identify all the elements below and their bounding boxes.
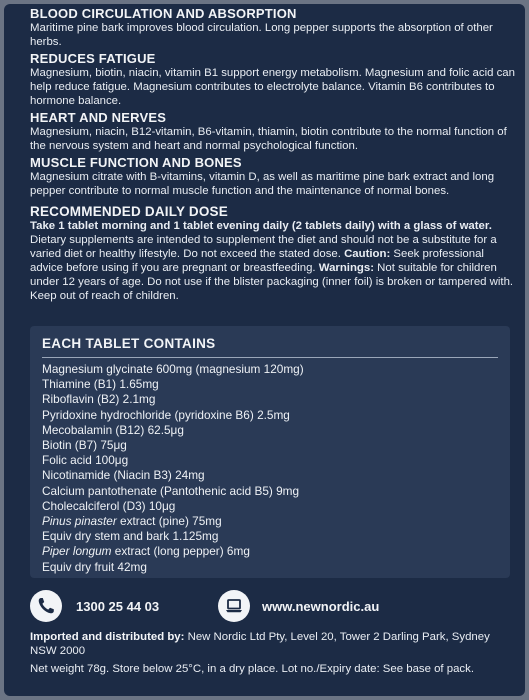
section-text: Magnesium, biotin, niacin, vitamin B1 support energy metabolism. Magnesium and folic acid can help reduce fatigue. Magnesium contributes to electrolyte balance. Vitamin B6 contributes to hormone balance. (30, 67, 515, 107)
ingredient-amount: 75μg (97, 438, 127, 453)
ingredient-amount: Equiv dry stem and bark 1.125mg (42, 529, 219, 544)
caution-label: Caution: (344, 248, 391, 260)
section-blood-circulation (30, 6, 516, 49)
dose-instruction: Take 1 tablet morning and 1 tablet evening daily (2 tablets daily) with a glass of water. (30, 220, 492, 232)
ingredient-item (42, 377, 498, 392)
panel-divider (42, 357, 498, 358)
ingredient-item (42, 408, 498, 423)
ingredient-amount: 100μg (91, 453, 129, 468)
ingredient-name: Folic acid (42, 453, 92, 468)
tablet-contents-panel (30, 326, 510, 578)
dose-heading: RECOMMENDED DAILY DOSE (30, 204, 228, 219)
ingredient-item (42, 392, 498, 407)
section-heart-nerves (30, 110, 516, 153)
section-heading: BLOOD CIRCULATION AND ABSORPTION (30, 6, 297, 21)
section-heading: HEART AND NERVES (30, 110, 167, 125)
dose-text (30, 219, 516, 303)
section-heading: REDUCES FATIGUE (30, 51, 156, 66)
phone-number[interactable]: 1300 25 44 03 (76, 599, 160, 614)
ingredient-name: extract (116, 514, 156, 529)
section-text: Magnesium, niacin, B12-vitamin, B6-vitamin, thiamin, biotin contribute to the normal function of the nervous system and heart and normal psychological function. (30, 126, 507, 152)
website-link[interactable]: www.newnordic.au (262, 599, 380, 614)
ingredient-item (42, 560, 498, 575)
net-weight-storage: Net weight 78g. Store below 25°C, in a dry place. Lot no./Expiry date: See base of pack. (30, 663, 474, 675)
ingredient-name: Biotin (B7) (42, 438, 98, 453)
ingredient-name: Nicotinamide (Niacin B3) (42, 468, 172, 483)
ingredient-list (42, 362, 498, 575)
ingredient-name: extract (111, 544, 151, 559)
importer-label: Imported and distributed by: (30, 631, 185, 643)
section-heading: MUSCLE FUNCTION AND BONES (30, 155, 242, 170)
ingredient-amount: 2.5mg (253, 407, 290, 422)
ingredient-latin-name: Piper longum (42, 544, 112, 559)
ingredient-item (42, 423, 498, 438)
ingredient-latin-name: Pinus pinaster (42, 514, 117, 529)
ingredient-item (42, 484, 498, 499)
ingredient-amount: Equiv dry fruit 42mg (42, 559, 147, 574)
section-text: Maritime pine bark improves blood circulation. Long pepper supports the absorption of other herbs. (30, 22, 493, 48)
ingredient-amount: (pine) 75mg (155, 514, 222, 529)
phone-icon (30, 590, 62, 622)
ingredient-item (42, 468, 498, 483)
ingredient-name: Riboflavin (B2) (42, 392, 120, 407)
ingredient-item (42, 529, 498, 544)
ingredient-item (42, 362, 498, 377)
warnings-label: Warnings: (318, 262, 375, 274)
ingredient-item (42, 453, 498, 468)
section-daily-dose (30, 204, 516, 303)
section-reduces-fatigue (30, 51, 516, 108)
ingredient-amount: 600mg (magnesium 120mg) (152, 362, 304, 376)
benefits-content (30, 6, 516, 305)
contact-row (30, 590, 510, 624)
ingredient-item (42, 544, 498, 559)
laptop-icon (218, 590, 250, 622)
ingredient-name: Cholecalciferol (D3) (42, 498, 146, 513)
ingredient-name: Thiamine (B1) (42, 377, 117, 392)
caution-text: Seek professional advice before using if you are pregnant or breastfeeding. (30, 248, 484, 274)
section-muscle-bones (30, 155, 516, 198)
ingredient-name: Magnesium glycinate (42, 362, 153, 376)
ingredient-amount: 24mg (171, 468, 205, 483)
importer-address: New Nordic Ltd Pty, Level 20, Tower 2 Darling Park, Sydney NSW 2000 (30, 631, 490, 657)
ingredient-name: Pyridoxine hydrochloride (pyridoxine B6) (42, 407, 254, 422)
ingredient-amount: (long pepper) 6mg (150, 544, 250, 559)
ingredient-item (42, 438, 498, 453)
warnings-text: Not suitable for children under 12 years of age. Do not use if the blister packaging (inner foil) is broken or tampered with. Keep out of reach of children. (30, 262, 514, 302)
panel-title: EACH TABLET CONTAINS (42, 336, 216, 351)
ingredient-item (42, 514, 498, 529)
ingredient-amount: 62.5μg (144, 422, 184, 437)
ingredient-amount: 10μg (145, 498, 176, 513)
importer-info (30, 630, 510, 658)
ingredient-name: Calcium pantothenate (Pantothenic acid B5) (42, 483, 273, 498)
ingredient-amount: 2.1mg (119, 392, 156, 407)
package-back-panel (4, 4, 525, 696)
section-text: Magnesium citrate with B-vitamins, vitamin D, as well as maritime pine bark extract and long pepper contribute to normal muscle function and the maintenance of normal bones. (30, 171, 495, 197)
ingredient-amount: 9mg (272, 483, 300, 498)
ingredient-item (42, 499, 498, 514)
dose-supplement-note: Dietary supplements are intended to supplement the diet and should not be a substitute for a varied diet or healthy lifestyle. Do not exceed the stated dose. (30, 234, 497, 260)
ingredient-amount: 1.65mg (116, 377, 159, 392)
ingredient-name: Mecobalamin (B12) (42, 422, 145, 437)
